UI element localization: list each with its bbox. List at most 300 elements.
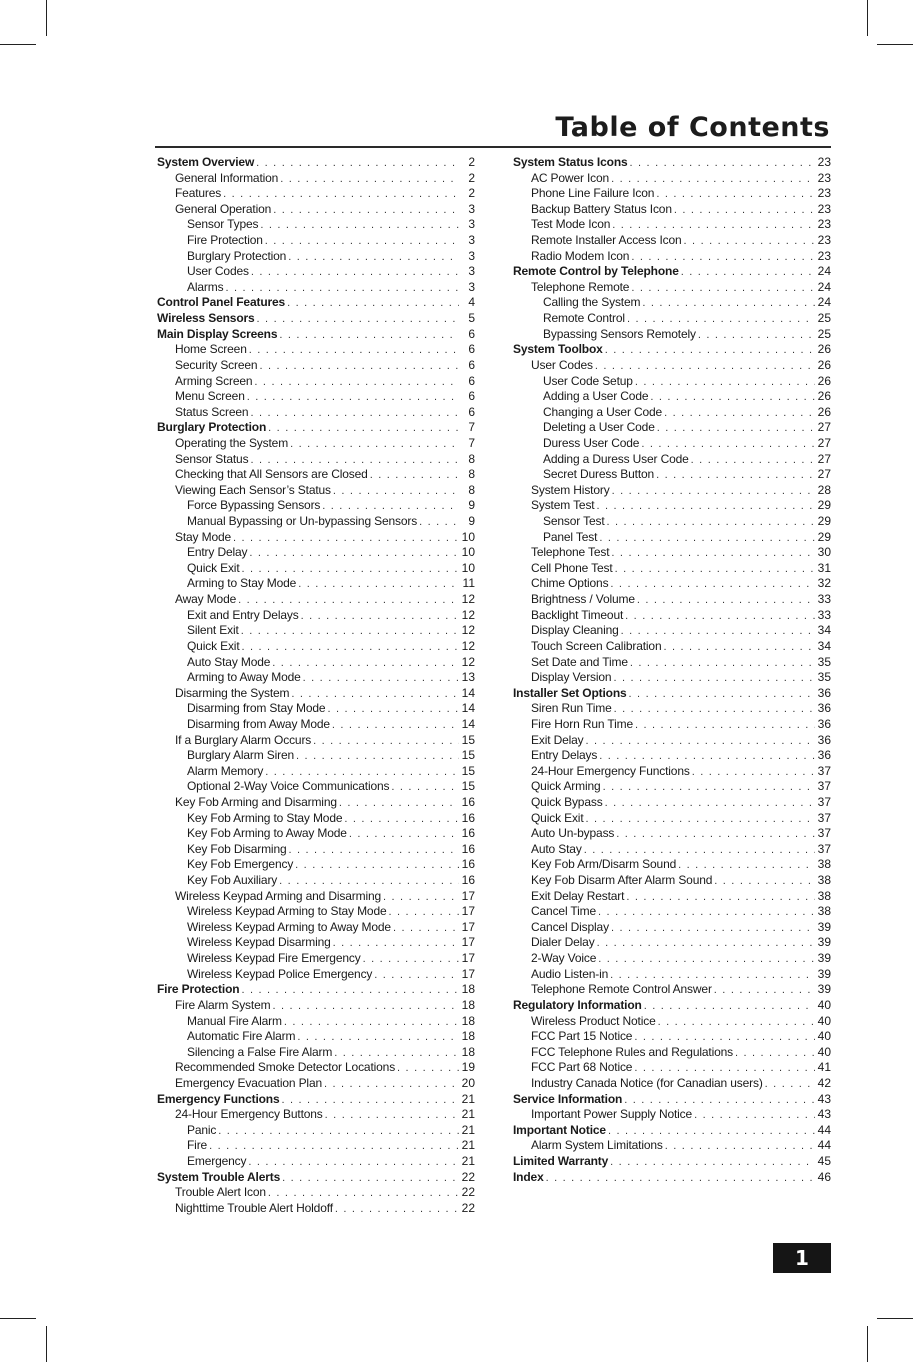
toc-entry-page: 38 bbox=[817, 873, 831, 888]
dot-leader bbox=[249, 546, 459, 561]
dot-leader bbox=[248, 1155, 459, 1170]
toc-entry[interactable] bbox=[157, 155, 475, 171]
toc-entry[interactable] bbox=[513, 592, 831, 608]
toc-entry-label: Disarming the System bbox=[175, 685, 290, 700]
toc-entry[interactable] bbox=[157, 842, 475, 858]
toc-entry-page: 2 bbox=[468, 170, 475, 185]
toc-entry[interactable] bbox=[513, 295, 831, 311]
toc-entry[interactable] bbox=[513, 826, 831, 842]
dot-leader bbox=[684, 234, 815, 249]
toc-entry[interactable] bbox=[157, 623, 475, 639]
toc-entry[interactable] bbox=[513, 623, 831, 639]
dot-leader bbox=[698, 328, 815, 343]
toc-entry[interactable] bbox=[513, 483, 831, 499]
toc-entry[interactable] bbox=[513, 935, 831, 951]
toc-entry[interactable] bbox=[157, 920, 475, 936]
toc-entry[interactable] bbox=[513, 951, 831, 967]
dot-leader bbox=[282, 1171, 459, 1186]
dot-leader bbox=[268, 421, 459, 436]
toc-entry-page: 27 bbox=[817, 420, 831, 435]
toc-entry[interactable] bbox=[513, 998, 831, 1014]
toc-entry-label: Display Cleaning bbox=[531, 623, 619, 638]
toc-entry[interactable] bbox=[157, 358, 475, 374]
toc-entry-page: 10 bbox=[461, 545, 475, 560]
toc-entry[interactable] bbox=[513, 249, 831, 265]
toc-entry-label: Key Fob Arming and Disarming bbox=[175, 794, 337, 809]
toc-entry[interactable] bbox=[513, 420, 831, 436]
toc-entry-page: 23 bbox=[817, 170, 831, 185]
dot-leader bbox=[610, 1155, 815, 1170]
toc-right-column bbox=[513, 155, 831, 1185]
toc-entry[interactable] bbox=[513, 1092, 831, 1108]
toc-entry[interactable] bbox=[157, 264, 475, 280]
toc-entry[interactable] bbox=[513, 342, 831, 358]
toc-entry-label: Quick Arming bbox=[531, 779, 601, 794]
toc-entry-page: 3 bbox=[468, 201, 475, 216]
toc-entry-page: 43 bbox=[817, 1107, 831, 1122]
toc-entry[interactable] bbox=[157, 982, 475, 998]
dot-leader bbox=[691, 453, 815, 468]
toc-entry-label: Remote Control bbox=[543, 311, 625, 326]
toc-entry[interactable] bbox=[157, 452, 475, 468]
toc-entry[interactable] bbox=[513, 795, 831, 811]
toc-entry[interactable] bbox=[157, 1138, 475, 1154]
toc-entry[interactable] bbox=[157, 1185, 475, 1201]
toc-entry-page: 27 bbox=[817, 435, 831, 450]
toc-entry[interactable] bbox=[157, 514, 475, 530]
toc-entry[interactable] bbox=[157, 249, 475, 265]
toc-entry[interactable] bbox=[157, 311, 475, 327]
toc-entry[interactable] bbox=[513, 530, 831, 546]
dot-leader bbox=[247, 390, 459, 405]
toc-entry[interactable] bbox=[513, 389, 831, 405]
toc-entry[interactable] bbox=[513, 576, 831, 592]
toc-entry-page: 6 bbox=[468, 357, 475, 372]
toc-entry[interactable] bbox=[513, 1029, 831, 1045]
toc-entry-label: Entry Delays bbox=[531, 748, 598, 763]
toc-entry[interactable] bbox=[157, 686, 475, 702]
toc-entry-page: 40 bbox=[817, 1044, 831, 1059]
page-number-badge: 1 bbox=[773, 1243, 831, 1273]
toc-entry-label: Regulatory Information bbox=[513, 997, 642, 1012]
toc-entry-label: Dialer Delay bbox=[531, 935, 595, 950]
dot-leader bbox=[694, 1108, 815, 1123]
toc-entry-label: Alarm Memory bbox=[187, 763, 264, 778]
toc-entry-page: 28 bbox=[817, 482, 831, 497]
toc-entry-page: 18 bbox=[461, 1013, 475, 1028]
toc-entry[interactable] bbox=[157, 420, 475, 436]
toc-entry-page: 24 bbox=[817, 264, 831, 279]
toc-entry-page: 14 bbox=[461, 716, 475, 731]
toc-entry-label: Important Power Supply Notice bbox=[531, 1107, 693, 1122]
toc-entry[interactable] bbox=[157, 998, 475, 1014]
toc-entry-page: 16 bbox=[461, 826, 475, 841]
toc-entry-label: Auto Stay bbox=[531, 841, 582, 856]
toc-entry[interactable] bbox=[157, 1060, 475, 1076]
dot-leader bbox=[598, 952, 815, 967]
toc-entry[interactable] bbox=[157, 764, 475, 780]
toc-entry[interactable] bbox=[513, 327, 831, 343]
toc-entry-page: 11 bbox=[462, 576, 475, 591]
toc-entry-label: If a Burglary Alarm Occurs bbox=[175, 732, 312, 747]
dot-leader bbox=[297, 1030, 459, 1045]
toc-entry-page: 17 bbox=[461, 951, 475, 966]
toc-entry-label: Key Fob Arming to Away Mode bbox=[187, 826, 347, 841]
toc-entry-label: Wireless Sensors bbox=[157, 311, 255, 326]
toc-entry-page: 2 bbox=[468, 155, 475, 169]
toc-entry[interactable] bbox=[513, 982, 831, 998]
toc-entry[interactable] bbox=[513, 967, 831, 983]
toc-entry-label: Key Fob Emergency bbox=[187, 857, 294, 872]
toc-entry[interactable] bbox=[157, 1154, 475, 1170]
toc-entry-page: 12 bbox=[461, 607, 475, 622]
toc-entry[interactable] bbox=[157, 389, 475, 405]
dot-leader bbox=[656, 187, 815, 202]
toc-entry-label: Index bbox=[513, 1169, 544, 1184]
dot-leader bbox=[634, 1061, 815, 1076]
toc-entry-label: General Information bbox=[175, 170, 279, 185]
toc-entry[interactable] bbox=[513, 264, 831, 280]
toc-entry[interactable] bbox=[513, 561, 831, 577]
toc-entry[interactable] bbox=[513, 717, 831, 733]
toc-entry[interactable] bbox=[157, 1076, 475, 1092]
toc-entry-label: Optional 2-Way Voice Communications bbox=[187, 779, 390, 794]
toc-entry[interactable] bbox=[513, 889, 831, 905]
toc-entry[interactable] bbox=[513, 1060, 831, 1076]
toc-entry[interactable] bbox=[157, 1092, 475, 1108]
toc-entry-page: 26 bbox=[817, 389, 831, 404]
dot-leader bbox=[327, 702, 459, 717]
toc-entry-label: Chime Options bbox=[531, 576, 609, 591]
toc-entry[interactable] bbox=[513, 452, 831, 468]
toc-entry-label: Key Fob Arming to Stay Mode bbox=[187, 810, 343, 825]
toc-entry-label: Wireless Keypad Police Emergency bbox=[187, 966, 373, 981]
toc-entry-label: Automatic Fire Alarm bbox=[187, 1029, 296, 1044]
dot-leader bbox=[419, 515, 459, 530]
dot-leader bbox=[238, 593, 459, 608]
toc-entry[interactable] bbox=[157, 233, 475, 249]
dot-leader bbox=[635, 375, 815, 390]
toc-entry[interactable] bbox=[513, 1107, 831, 1123]
dot-leader bbox=[611, 546, 815, 561]
dot-leader bbox=[301, 609, 459, 624]
toc-entry-label: Phone Line Failure Icon bbox=[531, 186, 655, 201]
toc-entry[interactable] bbox=[157, 592, 475, 608]
toc-entry[interactable] bbox=[157, 608, 475, 624]
toc-entry[interactable] bbox=[513, 233, 831, 249]
toc-entry-page: 37 bbox=[817, 763, 831, 778]
toc-entry[interactable] bbox=[157, 436, 475, 452]
toc-entry[interactable] bbox=[157, 1014, 475, 1030]
toc-entry[interactable] bbox=[157, 483, 475, 499]
toc-entry-page: 40 bbox=[817, 1013, 831, 1028]
toc-entry[interactable] bbox=[157, 639, 475, 655]
toc-entry-page: 39 bbox=[817, 935, 831, 950]
toc-entry-page: 21 bbox=[461, 1154, 475, 1168]
toc-entry-label: System History bbox=[531, 482, 610, 497]
toc-entry-label: Recommended Smoke Detector Locations bbox=[175, 1060, 396, 1075]
dot-leader bbox=[546, 1171, 815, 1186]
toc-entry[interactable] bbox=[513, 311, 831, 327]
toc-entry[interactable] bbox=[157, 951, 475, 967]
toc-entry[interactable] bbox=[157, 904, 475, 920]
toc-entry-label: User Codes bbox=[531, 357, 593, 372]
toc-entry[interactable] bbox=[157, 779, 475, 795]
toc-entry[interactable] bbox=[157, 202, 475, 218]
toc-entry[interactable] bbox=[513, 670, 831, 686]
title-rule bbox=[155, 146, 831, 148]
toc-entry-page: 37 bbox=[817, 826, 831, 841]
toc-entry[interactable] bbox=[513, 358, 831, 374]
dot-leader bbox=[610, 577, 815, 592]
toc-entry[interactable] bbox=[513, 811, 831, 827]
toc-entry-page: 35 bbox=[817, 670, 831, 685]
dot-leader bbox=[714, 983, 815, 998]
toc-entry-page: 35 bbox=[817, 654, 831, 669]
toc-entry[interactable] bbox=[513, 842, 831, 858]
toc-entry[interactable] bbox=[157, 795, 475, 811]
toc-entry-page: 16 bbox=[461, 857, 475, 872]
toc-entry[interactable] bbox=[513, 920, 831, 936]
dot-leader bbox=[658, 1015, 815, 1030]
toc-entry[interactable] bbox=[513, 514, 831, 530]
toc-entry[interactable] bbox=[157, 826, 475, 842]
toc-entry[interactable] bbox=[157, 935, 475, 951]
toc-entry[interactable] bbox=[157, 498, 475, 514]
toc-entry[interactable] bbox=[157, 655, 475, 671]
toc-entry[interactable] bbox=[157, 670, 475, 686]
toc-entry-label: Fire Alarm System bbox=[175, 997, 271, 1012]
toc-entry-page: 36 bbox=[817, 701, 831, 716]
toc-entry-page: 26 bbox=[817, 357, 831, 372]
toc-entry[interactable] bbox=[513, 733, 831, 749]
toc-entry-label: Industry Canada Notice (for Canadian users) bbox=[531, 1075, 763, 1090]
toc-entry-page: 16 bbox=[461, 810, 475, 825]
toc-entry[interactable] bbox=[157, 186, 475, 202]
toc-entry[interactable] bbox=[157, 405, 475, 421]
dot-leader bbox=[254, 375, 459, 390]
toc-entry-label: Emergency Functions bbox=[157, 1091, 280, 1106]
toc-entry-label: Entry Delay bbox=[187, 545, 248, 560]
toc-entry-page: 2 bbox=[468, 186, 475, 201]
toc-entry[interactable] bbox=[513, 1154, 831, 1170]
toc-entry-label: Wireless Keypad Arming to Stay Mode bbox=[187, 904, 387, 919]
toc-entry-label: Menu Screen bbox=[175, 389, 245, 404]
toc-entry[interactable] bbox=[513, 498, 831, 514]
toc-entry-page: 27 bbox=[817, 451, 831, 466]
toc-entry[interactable] bbox=[157, 561, 475, 577]
toc-entry[interactable] bbox=[157, 1107, 475, 1123]
dot-leader bbox=[624, 1093, 815, 1108]
dot-leader bbox=[209, 1139, 459, 1154]
toc-entry[interactable] bbox=[157, 1045, 475, 1061]
toc-entry[interactable] bbox=[157, 748, 475, 764]
toc-entry[interactable] bbox=[157, 545, 475, 561]
toc-entry-page: 24 bbox=[817, 279, 831, 294]
toc-entry[interactable] bbox=[157, 811, 475, 827]
dot-leader bbox=[324, 1077, 459, 1092]
toc-entry-page: 12 bbox=[461, 638, 475, 653]
dot-leader bbox=[664, 406, 815, 421]
toc-entry-page: 29 bbox=[817, 514, 831, 529]
toc-entry-label: Home Screen bbox=[175, 342, 247, 357]
dot-leader bbox=[334, 1046, 459, 1061]
toc-entry-page: 17 bbox=[461, 888, 475, 903]
toc-entry-label: Key Fob Disarm After Alarm Sound bbox=[531, 873, 713, 888]
toc-entry[interactable] bbox=[157, 280, 475, 296]
toc-entry-page: 3 bbox=[468, 279, 475, 294]
toc-entry-label: FCC Part 68 Notice bbox=[531, 1060, 633, 1075]
toc-entry[interactable] bbox=[157, 576, 475, 592]
toc-entry-page: 18 bbox=[461, 1029, 475, 1044]
toc-entry-label: Fire Protection bbox=[187, 233, 263, 248]
toc-entry[interactable] bbox=[157, 1123, 475, 1139]
toc-entry[interactable] bbox=[513, 639, 831, 655]
toc-entry[interactable] bbox=[513, 857, 831, 873]
toc-entry-label: Auto Un-bypass bbox=[531, 826, 615, 841]
dot-leader bbox=[280, 172, 459, 187]
toc-entry-label: System Trouble Alerts bbox=[157, 1169, 281, 1184]
dot-leader bbox=[605, 796, 815, 811]
toc-entry[interactable] bbox=[157, 530, 475, 546]
toc-entry[interactable] bbox=[513, 374, 831, 390]
toc-entry-page: 3 bbox=[468, 248, 475, 263]
toc-entry[interactable] bbox=[157, 342, 475, 358]
toc-entry[interactable] bbox=[513, 873, 831, 889]
toc-entry[interactable] bbox=[513, 686, 831, 702]
toc-entry[interactable] bbox=[157, 1201, 475, 1217]
toc-entry[interactable] bbox=[513, 217, 831, 233]
toc-entry[interactable] bbox=[513, 764, 831, 780]
toc-entry[interactable] bbox=[513, 1123, 831, 1139]
toc-entry[interactable] bbox=[513, 1170, 831, 1186]
toc-entry[interactable] bbox=[157, 857, 475, 873]
crop-mark-bottom-right bbox=[867, 1326, 868, 1362]
toc-entry-page: 23 bbox=[817, 248, 831, 263]
toc-entry[interactable] bbox=[513, 405, 831, 421]
dot-leader bbox=[630, 156, 815, 171]
toc-entry-label: Burglary Protection bbox=[187, 248, 287, 263]
dot-leader bbox=[279, 328, 459, 343]
toc-entry-page: 6 bbox=[468, 404, 475, 419]
toc-entry[interactable] bbox=[513, 280, 831, 296]
dot-leader bbox=[322, 499, 459, 514]
toc-entry-label: Operating the System bbox=[175, 435, 289, 450]
toc-entry[interactable] bbox=[513, 904, 831, 920]
toc-entry[interactable] bbox=[157, 1029, 475, 1045]
dot-leader bbox=[610, 968, 815, 983]
toc-entry[interactable] bbox=[513, 608, 831, 624]
toc-entry[interactable] bbox=[157, 374, 475, 390]
toc-entry-page: 44 bbox=[817, 1138, 831, 1153]
toc-entry-label: Sensor Status bbox=[175, 451, 249, 466]
toc-entry[interactable] bbox=[513, 1076, 831, 1092]
toc-entry-label: Quick Bypass bbox=[531, 794, 603, 809]
toc-entry-page: 15 bbox=[461, 748, 475, 763]
toc-entry-label: Siren Run Time bbox=[531, 701, 612, 716]
toc-entry[interactable] bbox=[513, 701, 831, 717]
toc-entry-page: 25 bbox=[817, 326, 831, 341]
toc-entry-label: Limited Warranty bbox=[513, 1154, 609, 1168]
dot-leader bbox=[282, 1093, 459, 1108]
dot-leader bbox=[332, 718, 459, 733]
toc-entry[interactable] bbox=[157, 733, 475, 749]
toc-entry-page: 39 bbox=[817, 966, 831, 981]
toc-entry-page: 38 bbox=[817, 888, 831, 903]
toc-entry[interactable] bbox=[157, 295, 475, 311]
toc-entry-page: 38 bbox=[817, 904, 831, 919]
toc-entry[interactable] bbox=[513, 436, 831, 452]
toc-entry[interactable] bbox=[513, 1138, 831, 1154]
toc-entry[interactable] bbox=[157, 217, 475, 233]
toc-entry-page: 33 bbox=[817, 592, 831, 607]
toc-entry[interactable] bbox=[513, 748, 831, 764]
toc-entry[interactable] bbox=[513, 202, 831, 218]
toc-entry[interactable] bbox=[157, 967, 475, 983]
dot-leader bbox=[608, 1124, 815, 1139]
toc-entry[interactable] bbox=[513, 1045, 831, 1061]
toc-entry[interactable] bbox=[513, 779, 831, 795]
toc-entry[interactable] bbox=[513, 155, 831, 171]
toc-entry[interactable] bbox=[513, 545, 831, 561]
toc-entry[interactable] bbox=[157, 1170, 475, 1186]
toc-entry[interactable] bbox=[157, 327, 475, 343]
toc-entry-label: Nighttime Trouble Alert Holdoff bbox=[175, 1200, 333, 1215]
toc-left-column bbox=[157, 155, 475, 1216]
toc-entry-page: 40 bbox=[817, 997, 831, 1012]
toc-entry[interactable] bbox=[157, 701, 475, 717]
toc-entry-label: Burglary Alarm Siren bbox=[187, 748, 295, 763]
dot-leader bbox=[389, 905, 459, 920]
dot-leader bbox=[641, 437, 815, 452]
toc-entry[interactable] bbox=[157, 171, 475, 187]
crop-mark-top-right bbox=[867, 0, 868, 36]
toc-entry[interactable] bbox=[513, 1014, 831, 1030]
dot-leader bbox=[363, 952, 459, 967]
toc-entry-page: 25 bbox=[817, 311, 831, 326]
toc-entry-label: Cancel Display bbox=[531, 919, 609, 934]
toc-entry-page: 4 bbox=[468, 295, 475, 310]
toc-entry-page: 12 bbox=[461, 623, 475, 638]
toc-entry-label: Exit Delay Restart bbox=[531, 888, 625, 903]
toc-entry[interactable] bbox=[157, 873, 475, 889]
toc-entry[interactable] bbox=[157, 717, 475, 733]
toc-entry[interactable] bbox=[513, 171, 831, 187]
toc-entry-page: 26 bbox=[817, 404, 831, 419]
toc-entry-label: Viewing Each Sensor’s Status bbox=[175, 482, 331, 497]
dot-leader bbox=[603, 780, 815, 795]
toc-entry[interactable] bbox=[513, 186, 831, 202]
toc-entry[interactable] bbox=[157, 889, 475, 905]
toc-entry[interactable] bbox=[513, 655, 831, 671]
toc-entry-page: 8 bbox=[468, 482, 475, 497]
toc-entry-label: Test Mode Icon bbox=[531, 217, 611, 232]
toc-entry-page: 44 bbox=[817, 1122, 831, 1137]
dot-leader bbox=[597, 936, 815, 951]
dot-leader bbox=[303, 671, 459, 686]
toc-entry-page: 6 bbox=[468, 342, 475, 357]
toc-entry-page: 3 bbox=[468, 264, 475, 279]
toc-entry-label: Telephone Remote Control Answer bbox=[531, 982, 712, 997]
dot-leader bbox=[284, 1015, 459, 1030]
toc-entry-page: 17 bbox=[461, 904, 475, 919]
toc-entry-label: Emergency bbox=[187, 1154, 247, 1168]
dot-leader bbox=[279, 874, 459, 889]
toc-entry[interactable] bbox=[513, 467, 831, 483]
toc-entry-page: 31 bbox=[817, 560, 831, 575]
dot-leader bbox=[631, 281, 815, 296]
toc-entry[interactable] bbox=[157, 467, 475, 483]
